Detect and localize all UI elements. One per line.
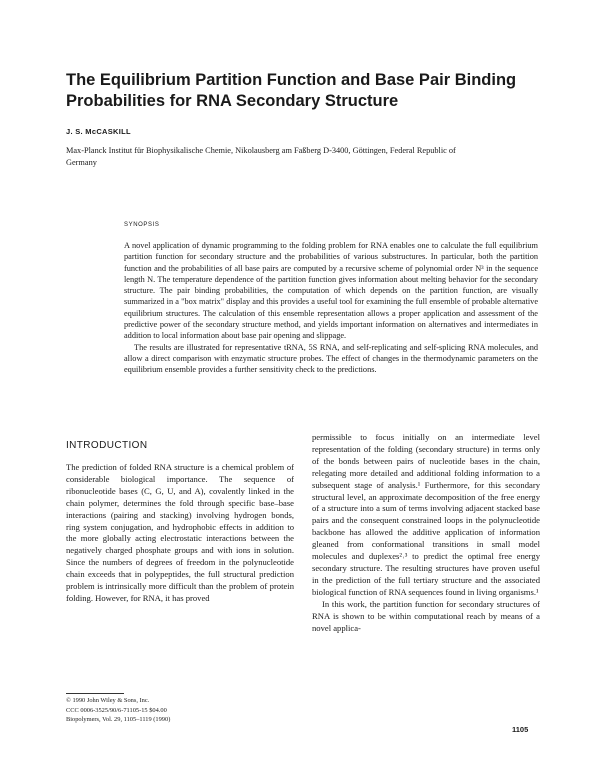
body-paragraph: In this work, the partition function for secondary structures of RNA is shown to be within computational reach by means of a novel applica- [312, 598, 540, 633]
right-column [312, 432, 540, 634]
synopsis-paragraph: A novel application of dynamic programming to the folding problem for RNA enables one to calculate the full equilibrium partition function for secondary structure and the probabilities of various substructures. In particular, both the partition function and the probabilities of all base pairs are computed by a recursive scheme of polynomial order N³ in the sequence length N. The temperature dependence of the partition function gives information about melting behavior for the secondary structure. The pair binding probabilities, the computation of which depends on the partition function, are visually summarized in a "box matrix" display and this provides a useful tool for examining the full ensemble of probable alternative equilibrium structures. The calculation of this ensemble representation allows a proper application and assessment of the predictive power of the secondary structure method, and yields important information on alternatives and intermediates in addition to local information about base pair opening and slippage. [124, 241, 538, 341]
footnote-rule [66, 693, 124, 694]
author-name: J. S. McCASKILL [66, 127, 131, 136]
body-paragraph: permissible to focus initially on an intermediate level representation of the folding (secondary structure) in terms only of the bonds between pairs of nucleotide bases in the chain, relegating more detailed and additional folding information to a subsequent stage of analysis.¹ Furthermore, for this secondary structural level, an approximate decomposition of the free energy of a structure into a sum of terms involving adjacent stacked base pairs and the consequent constrained loops in the polynucleotide backbone has allowed the additive application of information gleaned from conformational transitions in small model molecules and duplexes²˒³ to predict the optimal free energy secondary structure. The resulting structures have proven useful in the prediction of the full tertiary structure and the associated biological function of RNA sequences found in living organisms.¹ [312, 432, 540, 597]
copyright-line: © 1990 John Wiley & Sons, Inc. [66, 697, 150, 704]
left-column [66, 462, 294, 605]
page-number: 1105 [512, 725, 529, 734]
synopsis-paragraph: The results are illustrated for representative tRNA, 5S RNA, and self-replicating and self-splicing RNA molecules, and allow a direct comparison with enzymatic structure probes. The effect of changes in the thermodynamic parameters on the equilibrium ensemble provides a further sensitivity check to the predictions. [124, 342, 538, 375]
journal-citation: Biopolymers, Vol. 29, 1105–1119 (1990) [66, 716, 171, 724]
paper-title: The Equilibrium Partition Function and Base Pair Binding Probabilities for RNA Secondary Structure [66, 71, 517, 110]
synopsis-body [124, 240, 538, 376]
ccc-line: CCC 0006-3525/90/6-71105-15 $04.00 [66, 706, 167, 714]
footnote [66, 696, 296, 725]
introduction-heading: INTRODUCTION [66, 440, 148, 451]
synopsis-heading: SYNOPSIS [124, 222, 160, 228]
author-affiliation: Max-Planck Institut für Biophysikalische Chemie, Nikolausberg am Faßberg D-3400, Göttingen, Federal Republic of Germany [66, 146, 456, 167]
body-paragraph: The prediction of folded RNA structure is a chemical problem of considerable biological importance. The sequence of ribonucleotide bases (C, G, U, and A), covalently linked in the chain polymer, determines the fold through specific base–base interactions (pairing and stacking) involving hydrogen bonds, ring system conjugation, and hydrophobic effects in addition to the more globally acting electrostatic interactions between the negatively charged phosphate groups and with ions in solution. Since the numbers of degrees of freedom in the polynucleotide chain exceeds that in polypeptides, the full structural prediction problem is intrinsically more difficult than the problem of protein folding. However, for RNA, it has proved [66, 462, 294, 603]
